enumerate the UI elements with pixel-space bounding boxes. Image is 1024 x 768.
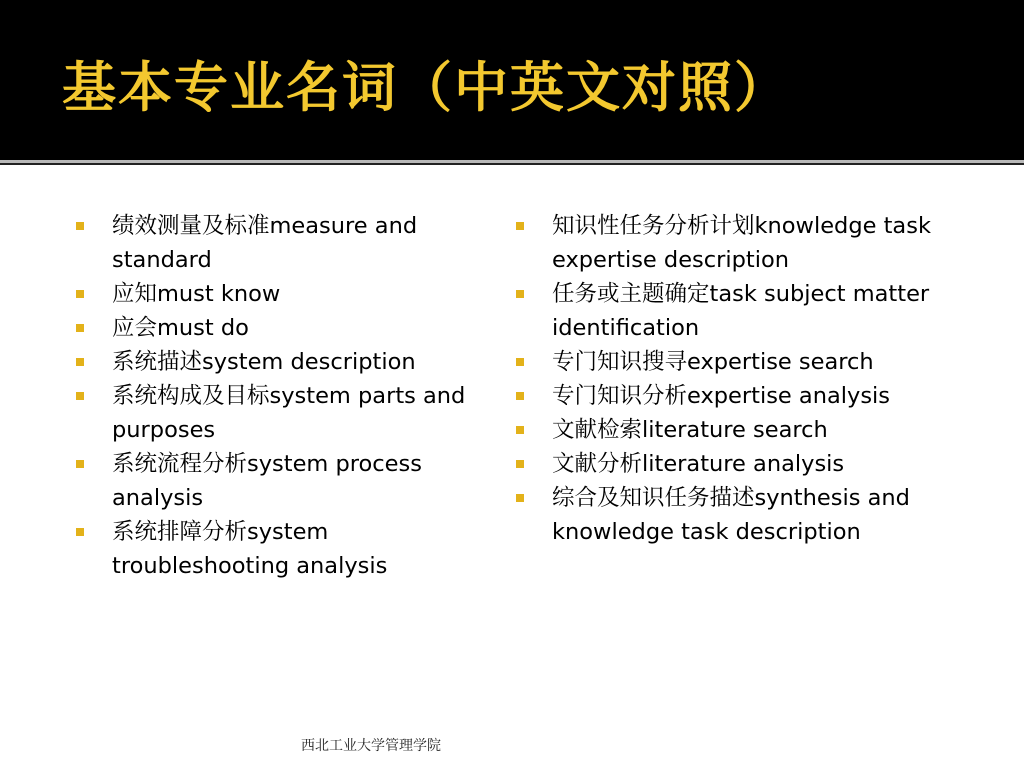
square-bullet-icon <box>76 392 84 400</box>
term-text: 应知must know <box>112 281 281 307</box>
square-bullet-icon <box>76 324 84 332</box>
list-item <box>514 379 954 413</box>
title-divider-shadow <box>0 163 1024 165</box>
list-item <box>74 277 474 311</box>
term-text: 系统流程分析system process analysis <box>112 451 422 511</box>
list-item <box>514 277 954 345</box>
list-item <box>514 209 954 277</box>
list-item <box>514 481 954 549</box>
left-term-list <box>74 209 474 583</box>
footer-institution: 西北工业大学管理学院 <box>301 738 441 754</box>
term-text: 系统排障分析system troubleshooting analysis <box>112 519 388 579</box>
square-bullet-icon <box>516 392 524 400</box>
list-item <box>514 447 954 481</box>
list-item <box>514 413 954 447</box>
square-bullet-icon <box>516 494 524 502</box>
square-bullet-icon <box>76 290 84 298</box>
term-text: 任务或主题确定task subject matter identification <box>552 281 930 341</box>
term-text: 知识性任务分析计划knowledge task expertise description <box>552 213 931 273</box>
list-item <box>74 379 474 447</box>
slide-title: 基本专业名词（中英文对照） <box>62 55 790 119</box>
right-term-list <box>514 209 954 549</box>
term-text: 专门知识搜寻expertise search <box>552 349 874 375</box>
term-text: 专门知识分析expertise analysis <box>552 383 891 409</box>
list-item <box>74 515 474 583</box>
square-bullet-icon <box>76 528 84 536</box>
list-item <box>74 447 474 515</box>
square-bullet-icon <box>76 358 84 366</box>
square-bullet-icon <box>516 358 524 366</box>
term-text: 文献分析literature analysis <box>552 451 845 477</box>
square-bullet-icon <box>76 460 84 468</box>
square-bullet-icon <box>516 426 524 434</box>
list-item <box>74 345 474 379</box>
square-bullet-icon <box>516 290 524 298</box>
term-text: 文献检索literature search <box>552 417 828 443</box>
square-bullet-icon <box>516 460 524 468</box>
list-item <box>514 345 954 379</box>
term-text: 系统描述system description <box>112 349 416 375</box>
square-bullet-icon <box>76 222 84 230</box>
term-text: 综合及知识任务描述synthesis and knowledge task description <box>552 485 910 545</box>
term-text: 系统构成及目标system parts and purposes <box>112 383 466 443</box>
term-text: 绩效测量及标准measure and standard <box>112 213 418 273</box>
list-item <box>74 209 474 277</box>
term-text: 应会must do <box>112 315 249 341</box>
title-band <box>0 0 1024 160</box>
square-bullet-icon <box>516 222 524 230</box>
list-item <box>74 311 474 345</box>
